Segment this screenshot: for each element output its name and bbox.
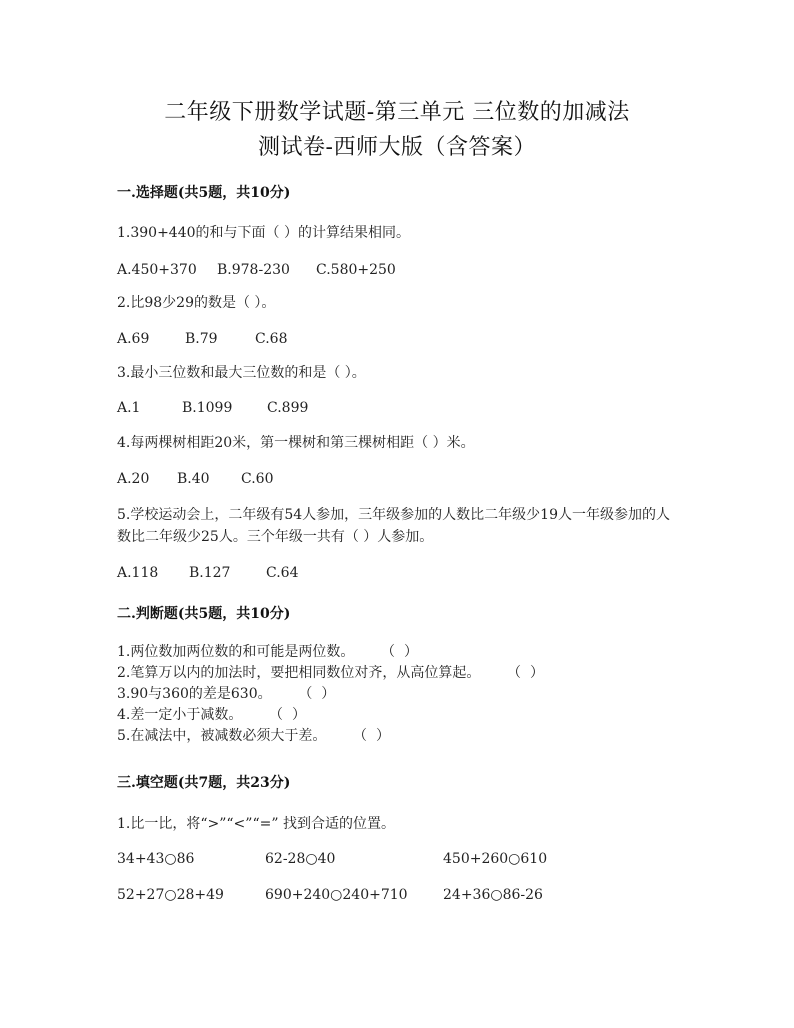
options-1 [117, 262, 396, 278]
document-title-line2: 测试卷-西师大版（含答案） [258, 135, 536, 160]
document-title-line1: 二年级下册数学试题-第三单元 三位数的加减法 [164, 100, 630, 125]
compare-item: 24+36○86-26 [443, 887, 543, 903]
judge-item: 4.差一定小于减数。 （ ） [117, 707, 306, 723]
section-heading-judge: 二.判断题(共5题，共10分) [117, 606, 291, 622]
option-b: B.1099 [182, 400, 233, 416]
option-a: A.69 [117, 331, 150, 347]
question-5: 5.学校运动会上，二年级有54人参加，三年级参加的人数比二年级少19人一年级参加的人数比二年级少25人。三个年级一共有（ ）人参加。 [117, 507, 670, 545]
fill-question-1: 1.比一比，将“>”“<”“=” 找到合适的位置。 [117, 816, 395, 832]
option-b: B.79 [185, 331, 218, 347]
judge-item: 1.两位数加两位数的和可能是两位数。 （ ） [117, 644, 418, 660]
question-1: 1.390+440的和与下面（ ）的计算结果相同。 [117, 225, 410, 241]
question-4: 4.每两棵树相距20米，第一棵树和第三棵树相距（ ）米。 [117, 435, 475, 451]
option-b: B.978-230 [217, 262, 290, 278]
option-c: C.60 [241, 471, 274, 487]
judge-list [117, 642, 544, 747]
options-4 [117, 471, 273, 487]
option-b: B.127 [189, 565, 231, 581]
judge-item: 2.笔算万以内的加法时，要把相同数位对齐，从高位算起。 （ ） [117, 665, 544, 681]
options-3 [117, 400, 308, 416]
option-c: C.899 [267, 400, 309, 416]
options-2 [117, 331, 287, 347]
option-a: A.1 [117, 400, 141, 416]
compare-item: 62-28○40 [265, 851, 336, 867]
question-2: 2.比98少29的数是（ ）。 [117, 295, 276, 311]
compare-item: 690+240○240+710 [265, 887, 408, 903]
option-c: C.68 [255, 331, 288, 347]
compare-item: 450+260○610 [443, 851, 548, 867]
option-b: B.40 [177, 471, 210, 487]
compare-item: 52+27○28+49 [117, 887, 224, 903]
option-c: C.64 [266, 565, 299, 581]
option-a: A.20 [117, 471, 150, 487]
judge-item: 3.90与360的差是630。 （ ） [117, 686, 336, 702]
judge-item: 5.在减法中，被减数必须大于差。 （ ） [117, 728, 390, 744]
compare-item: 34+43○86 [117, 851, 195, 867]
option-a: A.118 [117, 565, 159, 581]
section-heading-choice: 一.选择题(共5题，共10分) [117, 185, 291, 201]
options-5 [117, 565, 298, 581]
option-c: C.580+250 [316, 262, 396, 278]
option-a: A.450+370 [117, 262, 197, 278]
section-heading-fill: 三.填空题(共7题，共23分) [117, 775, 291, 791]
question-3: 3.最小三位数和最大三位数的和是（ ）。 [117, 365, 366, 381]
